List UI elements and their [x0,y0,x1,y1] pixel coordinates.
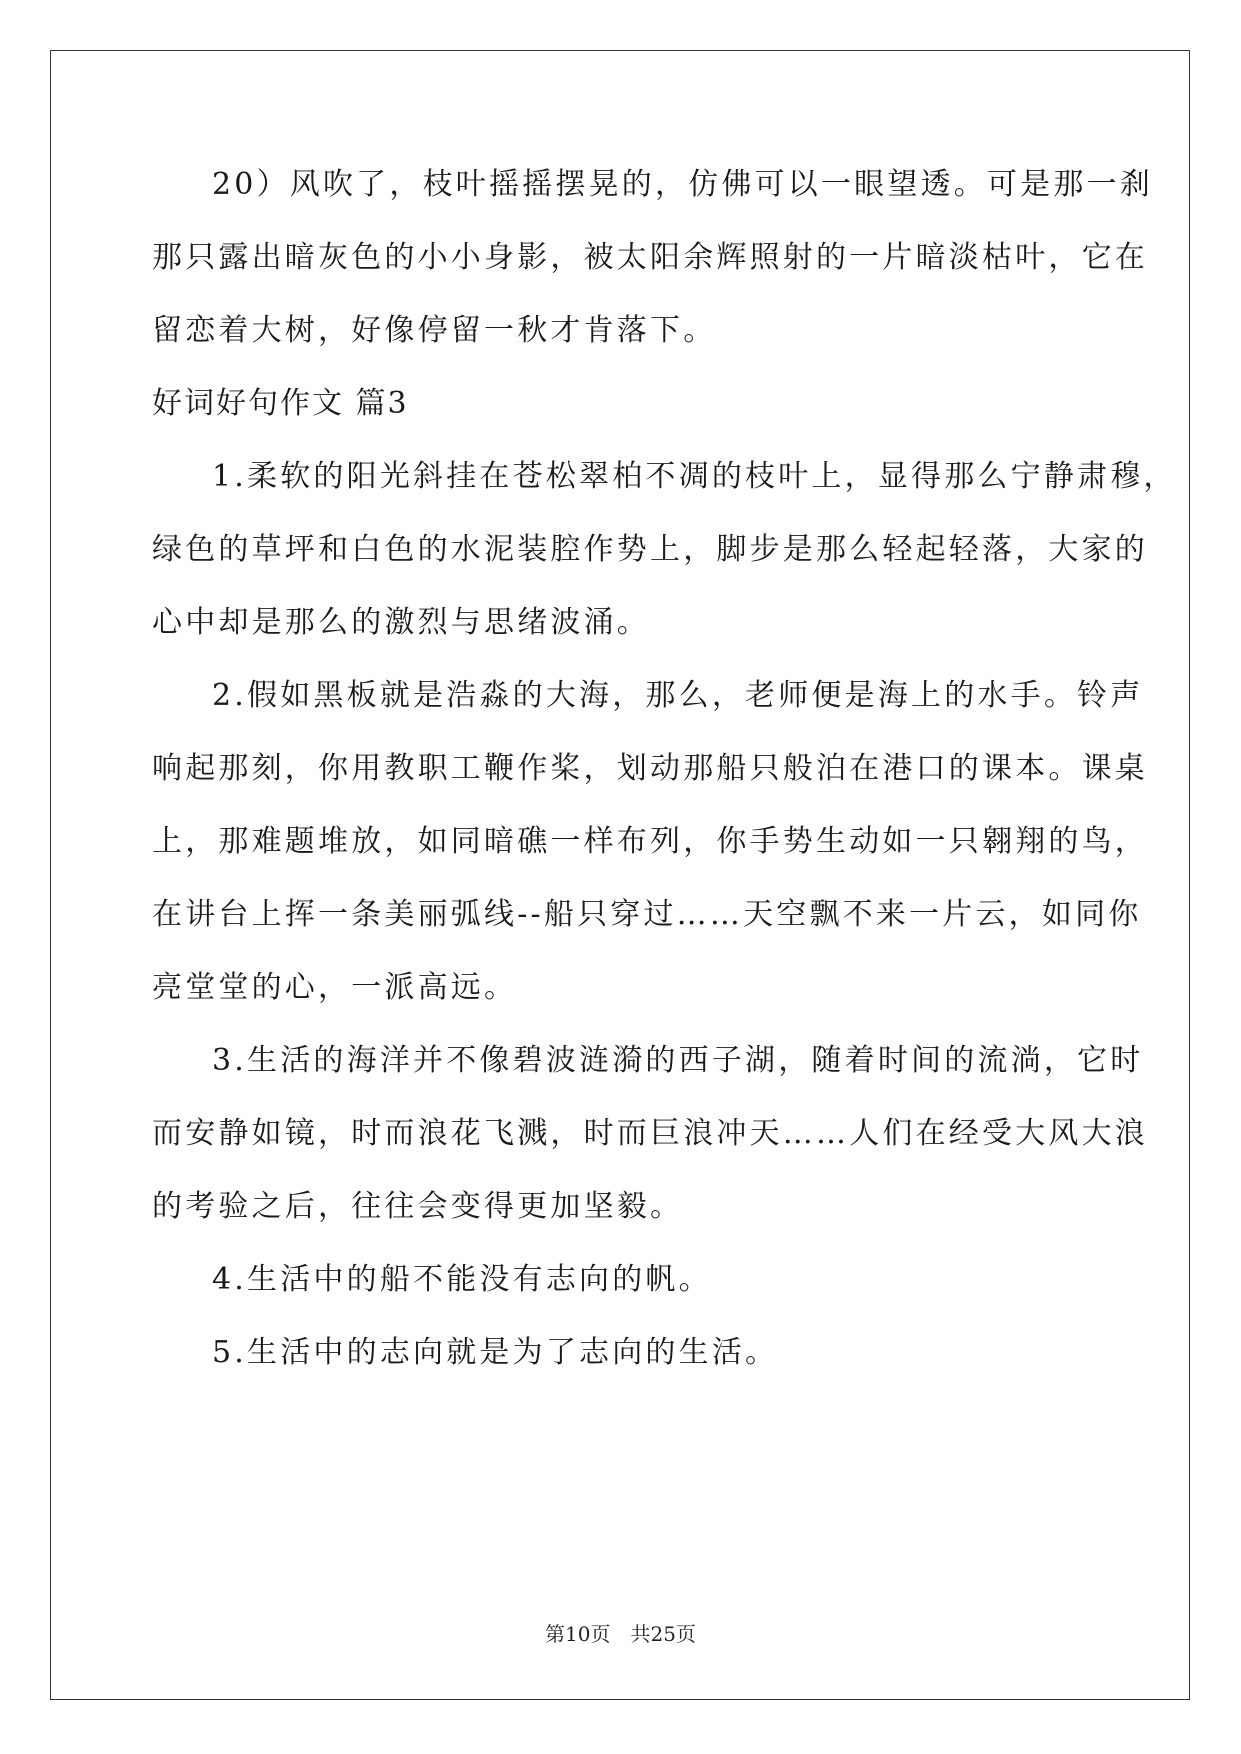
item-3-line-2: 而安静如镜，时而浪花飞溅，时而巨浪冲天……人们在经受大风大浪 [152,1116,1148,1151]
item-2-line-4: 在讲台上挥一条美丽弧线--船只穿过……天空飘不来一片云，如同你 [152,897,1142,932]
item-2-line-1: 2.假如黑板就是浩淼的大海，那么，老师便是海上的水手。铃声 [212,678,1144,713]
item-2-line-5: 亮堂堂的心，一派高远。 [152,970,518,1005]
page-border [50,50,1190,1700]
paragraph-20-line-2: 那只露出暗灰色的小小身影，被太阳余辉照射的一片暗淡枯叶，它在 [152,240,1148,275]
item-3-line-3: 的考验之后，往往会变得更加坚毅。 [152,1189,684,1224]
page-number-footer: 第10页 共25页 [545,1622,696,1646]
item-1-line-2: 绿色的草坪和白色的水泥装腔作势上，脚步是那么轻起轻落，大家的 [152,532,1148,567]
paragraph-20-line-3: 留恋着大树，好像停留一秋才肯落下。 [152,313,717,348]
section-heading: 好词好句作文 篇3 [152,386,409,421]
item-2-line-2: 响起那刻，你用教职工鞭作桨，划动那船只般泊在港口的课本。课桌 [152,751,1148,786]
item-1-line-1: 1.柔软的阳光斜挂在苍松翠柏不凋的枝叶上，显得那么宁静肃穆， [212,459,1177,494]
item-5-line-1: 5.生活中的志向就是为了志向的生活。 [212,1335,779,1370]
item-1-line-3: 心中却是那么的激烈与思绪波涌。 [152,605,650,640]
paragraph-20-line-1: 20）风吹了，枝叶摇摇摆晃的，仿佛可以一眼望透。可是那一刹 [212,167,1153,202]
item-2-line-3: 上，那难题堆放，如同暗礁一样布列，你手势生动如一只翱翔的鸟， [152,824,1148,859]
item-3-line-1: 3.生活的海洋并不像碧波涟漪的西子湖，随着时间的流淌，它时 [212,1043,1144,1078]
item-4-line-1: 4.生活中的船不能没有志向的帆。 [212,1262,712,1297]
